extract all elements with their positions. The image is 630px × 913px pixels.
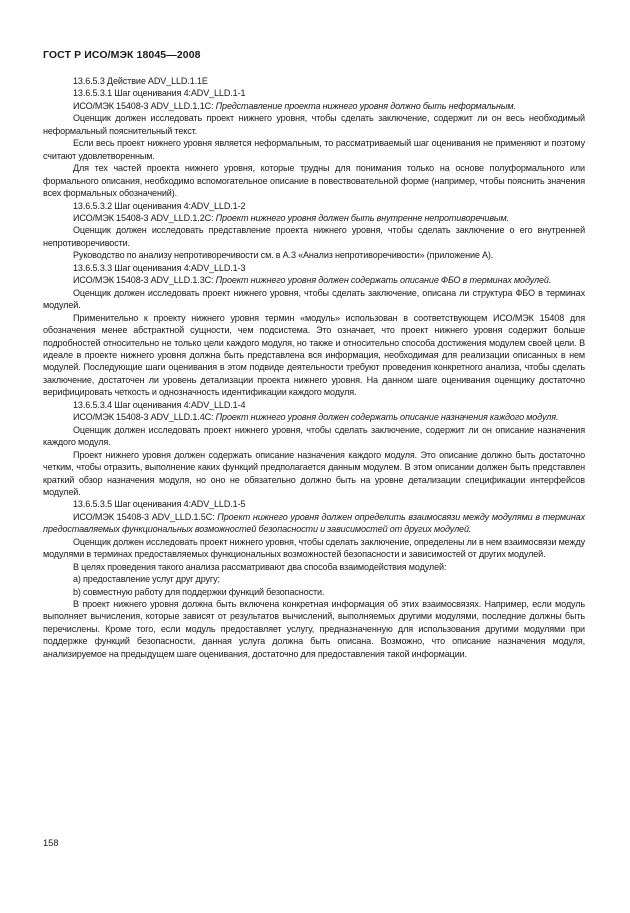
paragraph: [43, 424, 585, 449]
paragraph-text: ИСО/МЭК 15408-3 ADV_LLD.1.1C:: [73, 100, 216, 111]
paragraph: [43, 87, 585, 99]
paragraph: [43, 224, 585, 249]
paragraph: [43, 112, 585, 137]
paragraph: [43, 137, 585, 162]
paragraph: [43, 411, 585, 423]
paragraph-text: 13.6.5.3.5 Шаг оценивания 4:ADV_LLD.1-5: [73, 499, 246, 510]
paragraph: [43, 536, 585, 561]
paragraph-text: 13.6.5.3 Действие ADV_LLD.1.1E: [73, 76, 208, 86]
paragraph: [43, 511, 585, 536]
paragraph-text: Оценщик должен исследовать проект нижнего уровня, чтобы сделать заключение, определены ли в нем взаимосвязи между модулями в терминах предоставляемых функциональных возможностей безопасности и зависимостей от других модулей.: [43, 536, 585, 560]
paragraph: [43, 287, 585, 312]
paragraph-text: a) предоставление услуг друг другу;: [73, 574, 220, 585]
paragraph-text: ИСО/МЭК 15408-3 ADV_LLD.1.5C:: [73, 511, 218, 522]
paragraph-text: Для тех частей проекта нижнего уровня, которые трудны для понимания только на основе полуформального или формального описания, необходимо вспомогательное описание в повествовательной форме (например, чтобы пояснить значения всех формальных обозначений).: [43, 163, 585, 199]
paragraph: [43, 586, 585, 598]
document-body: [43, 75, 585, 660]
paragraph-emphasis: Проект нижнего уровня должен содержать описание ФБО в терминах модулей.: [215, 275, 552, 286]
paragraph-text: 13.6.5.3.3 Шаг оценивания 4:ADV_LLD.1-3: [73, 262, 246, 273]
paragraph-text: Оценщик должен исследовать проект нижнего уровня, чтобы сделать заключение, описана ли структура ФБО в терминах модулей.: [43, 287, 585, 311]
paragraph-text: Оценщик должен исследовать представление проекта нижнего уровня, чтобы сделать заключение о его внутренней непротиворечивости.: [43, 225, 585, 248]
paragraph-text: 13.6.5.3.4 Шаг оценивания 4:ADV_LLD.1-4: [73, 399, 246, 410]
paragraph: [43, 598, 585, 660]
paragraph-text: 13.6.5.3.1 Шаг оценивания 4:ADV_LLD.1-1: [73, 88, 246, 99]
paragraph-text: Если весь проект нижнего уровня является неформальным, то рассматриваемый шаг оценивания не применяют и поэтому считают удовлетворенным.: [43, 138, 585, 161]
paragraph-text: Применительно к проекту нижнего уровня термин «модуль» использован в соответствующем ИСО/МЭК 15408 для обозначения менее абстрактной сущности, чем подсистема. Это означает, что проект нижнего уровня содержит больше подробностей относительно не только цели каждого модуля, но также и относительно способа достижения модулем своей цели. В идеале в проекте нижнего уровня должна быть представлена вся информация, необходимая для реализации описанных в нем модулей. Последующие шаги оценивания в этом подвиде деятельности требуют проведения конкретного анализа, чтобы сделать заключение, достаточен ли уровень детализации проекта нижнего уровня. На данном шаге оценивания оценщику достаточно верифицировать четкость и однозначность идентификации каждого модуля.: [43, 312, 585, 398]
paragraph-text: В проект нижнего уровня должна быть включена конкретная информация об этих взаимосвязях. Например, если модуль выполняет вычисления, которые зависят от результатов вычислений, выполняемых другими модулями, последние должны быть перечислены. Кроме того, если модуль предоставляет услугу, предназначенную для использования другими модулями при поддержке функций безопасности, данная услуга должна быть описана. Возможно, что описание назначения модуля, анализируемое на предыдущем шаге оценивания, достаточно для предоставления такой информации.: [43, 599, 585, 659]
paragraph-emphasis: Проект нижнего уровня должен определить взаимосвязи между модулями в терминах предоставляемых функциональных возможностей безопасности и зависимостей от других модулей.: [43, 511, 585, 535]
paragraph: [43, 249, 585, 261]
document-header: ГОСТ Р ИСО/МЭК 18045—2008: [43, 49, 201, 61]
paragraph: [43, 162, 585, 199]
paragraph: [43, 212, 585, 224]
paragraph: [43, 449, 585, 499]
paragraph: [43, 399, 585, 411]
paragraph-emphasis: Проект нижнего уровня должен быть внутренне непротиворечивым.: [215, 212, 509, 223]
paragraph-text: 13.6.5.3.2 Шаг оценивания 4:ADV_LLD.1-2: [73, 200, 246, 211]
paragraph: [43, 498, 585, 510]
page-number: 158: [43, 838, 59, 848]
paragraph-text: Проект нижнего уровня должен содержать описание назначения каждого модуля. Это описание должно быть достаточно четким, чтобы отразить, выполнение каких функций предполагается данным модулем. В этом описании должен быть представлен краткий обзор назначения модуля, но оно не обязательно должно быть на уровне детализации спецификации интерфейсов модулей.: [43, 449, 585, 497]
paragraph-emphasis: Представление проекта нижнего уровня должно быть неформальным.: [215, 100, 516, 111]
paragraph: [43, 200, 585, 212]
paragraph-text: В целях проведения такого анализа рассматривают два способа взаимодействия модулей:: [73, 561, 447, 572]
paragraph: [43, 75, 585, 87]
paragraph-text: Оценщик должен исследовать проект нижнего уровня, чтобы сделать заключение, содержит ли он весь необходимый неформальный пояснительный текст.: [43, 113, 585, 136]
paragraph-text: b) совместную работу для поддержки функций безопасности.: [73, 586, 325, 597]
paragraph-text: Руководство по анализу непротиворечивости см. в А.3 «Анализ непротиворечивости» (приложение А).: [73, 250, 494, 261]
paragraph: [43, 274, 585, 286]
paragraph: [43, 561, 585, 573]
paragraph: [43, 312, 585, 399]
paragraph: [43, 100, 585, 112]
paragraph-emphasis: Проект нижнего уровня должен содержать описание назначения каждого модуля.: [215, 412, 559, 423]
paragraph-text: ИСО/МЭК 15408-3 ADV_LLD.1.3C:: [73, 275, 216, 286]
paragraph-text: ИСО/МЭК 15408-3 ADV_LLD.1.4C:: [73, 412, 216, 423]
paragraph-text: Оценщик должен исследовать проект нижнего уровня, чтобы сделать заключение, содержит ли он описание назначения каждого модуля.: [43, 424, 585, 448]
paragraph: [43, 262, 585, 274]
paragraph-text: ИСО/МЭК 15408-3 ADV_LLD.1.2C:: [73, 212, 216, 223]
paragraph: [43, 573, 585, 585]
